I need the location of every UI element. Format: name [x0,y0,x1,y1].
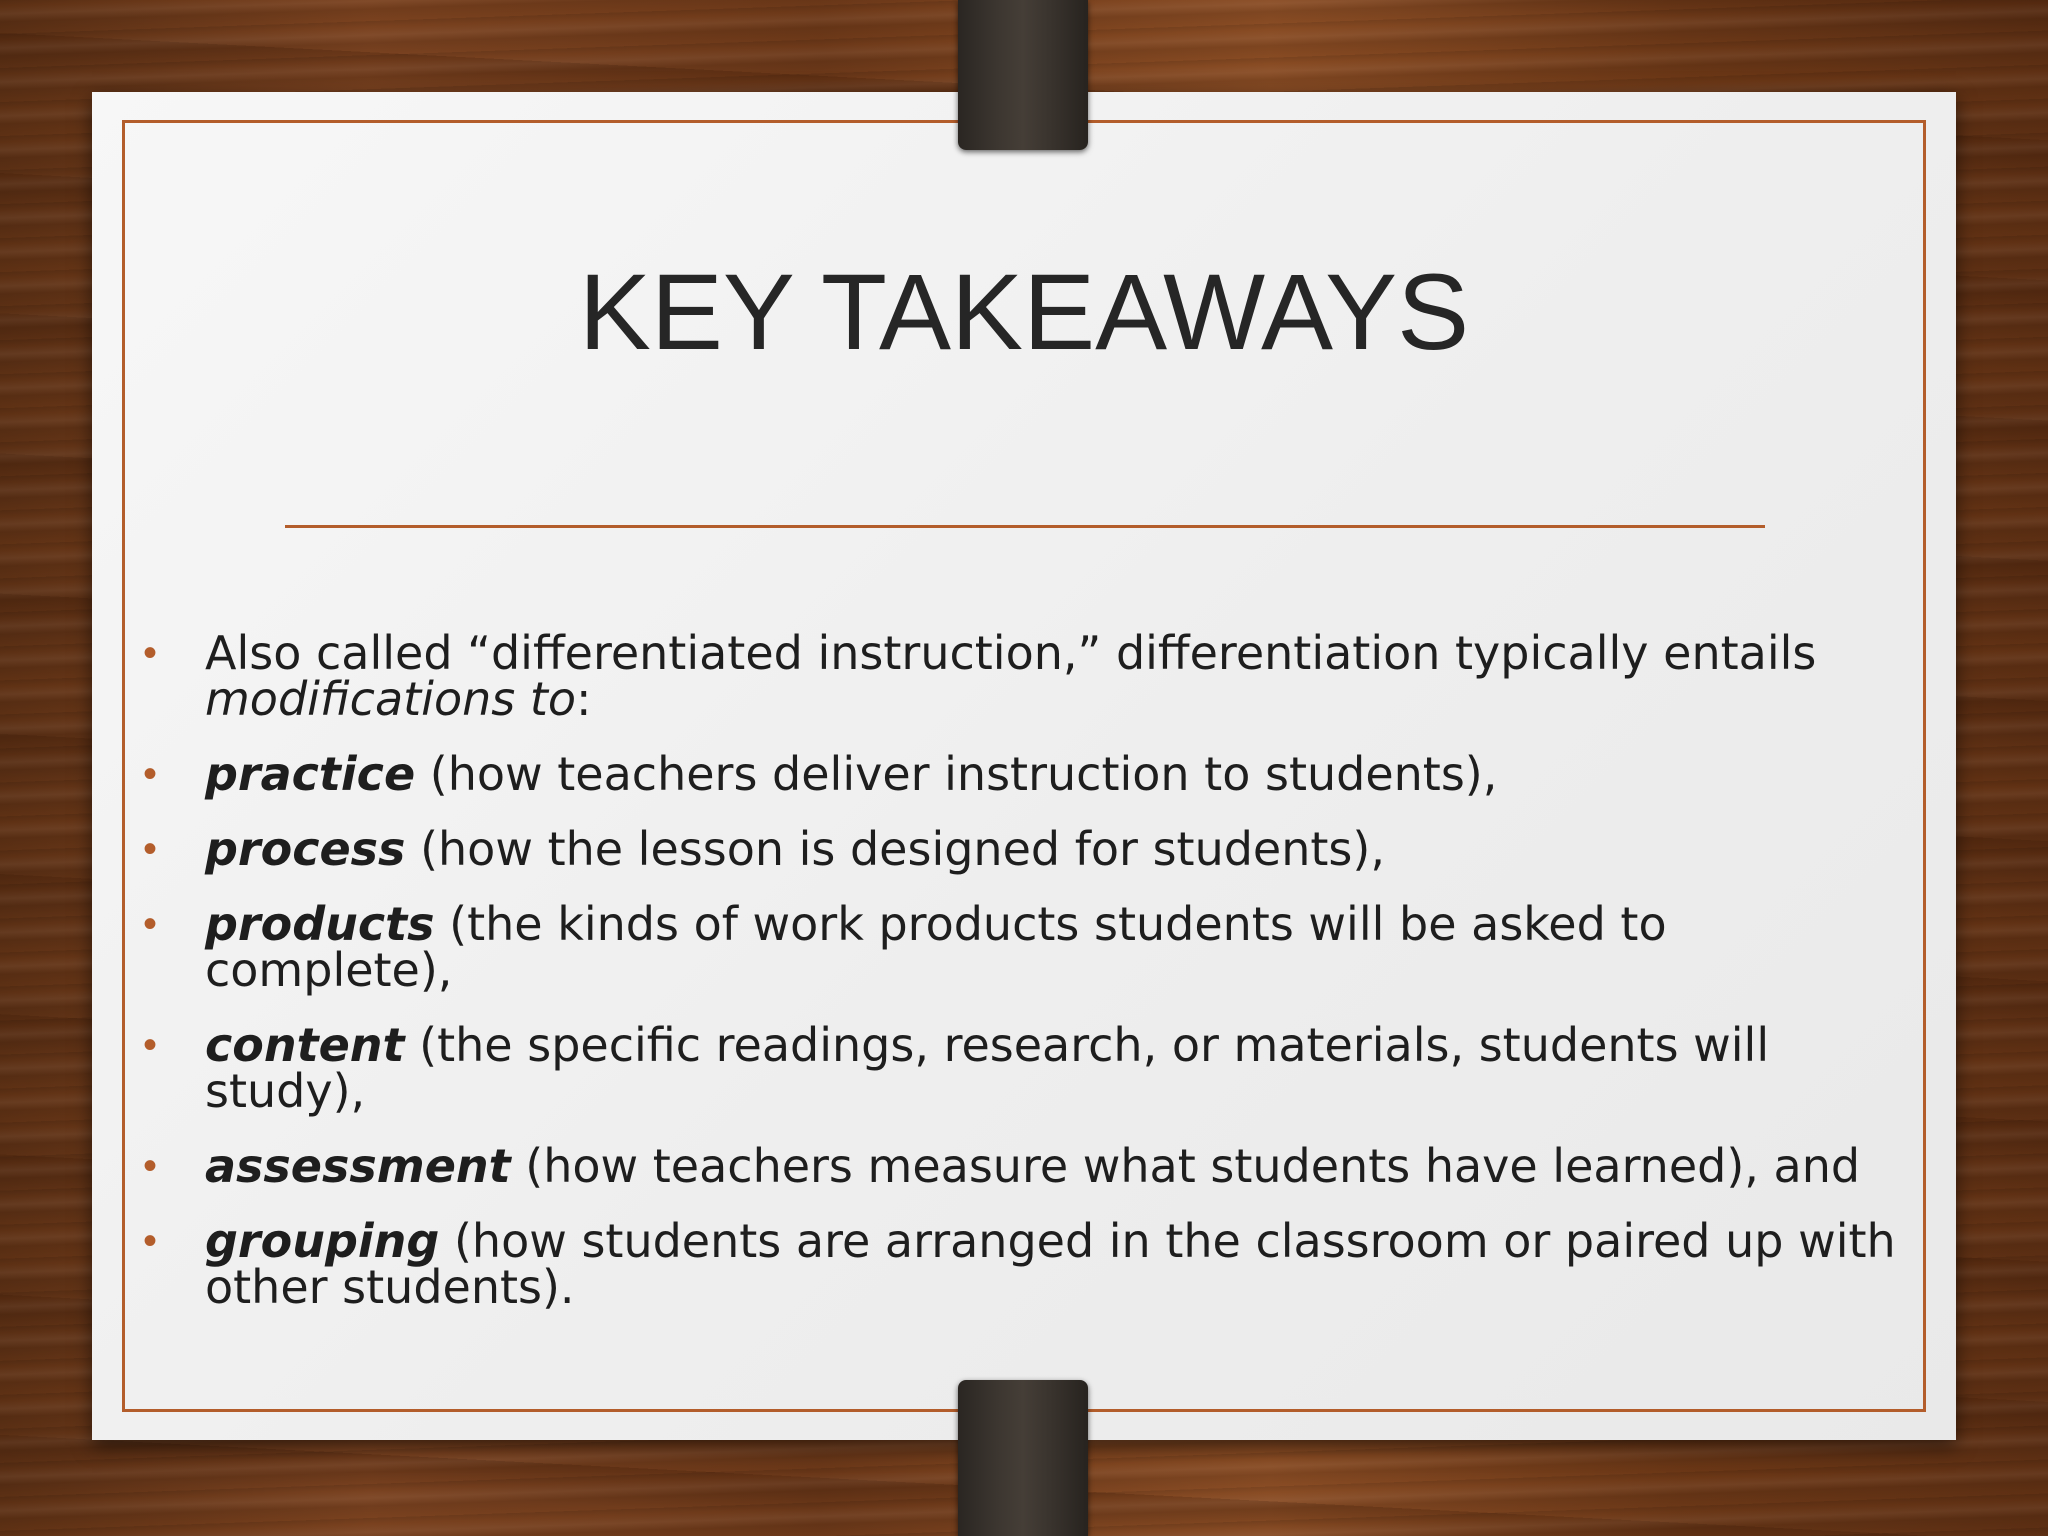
desc-content: (the specific readings, research, or materials, students will study), [205,1018,1770,1118]
title-divider [285,525,1765,528]
bullet-icon: • [143,1144,158,1188]
takeaways-list [143,626,1925,1339]
desc-practice: (how teachers deliver instruction to students), [415,747,1498,801]
top-binder-clip [958,0,1088,150]
list-item-content [143,1018,1925,1118]
term-grouping: grouping [205,1214,440,1268]
bullet-icon: • [143,631,158,675]
term-practice: practice [205,747,416,801]
bullet-icon: • [143,827,158,871]
term-content: content [205,1018,405,1072]
bullet-icon: • [143,752,158,796]
list-item-process [143,822,1925,876]
desc-grouping: (how students are arranged in the classroom or paired up with other students). [205,1214,1896,1314]
intro-text: Also called “differentiated instruction,” differentiation typically entails [205,626,1817,680]
slide-title: KEY TAKEAWAYS [578,251,1470,372]
bullet-icon: • [143,1023,158,1067]
desc-assessment: (how teachers measure what students have learned), and [510,1139,1861,1193]
bullet-icon: • [143,902,158,946]
desc-products: (the kinds of work products students will be asked to complete), [205,897,1667,997]
list-item-practice [143,747,1925,801]
desc-process: (how the lesson is designed for students), [405,822,1385,876]
term-process: process [205,822,406,876]
list-item-products [143,897,1925,997]
bullet-icon: • [143,1219,158,1263]
bottom-binder-clip [958,1380,1088,1536]
list-item-grouping [143,1214,1925,1314]
term-products: products [205,897,435,951]
term-assessment: assessment [205,1139,511,1193]
intro-emphasis: modifications to [205,672,577,726]
list-item-assessment [143,1139,1925,1193]
intro-tail: : [576,672,592,726]
list-item-intro [143,626,1925,726]
